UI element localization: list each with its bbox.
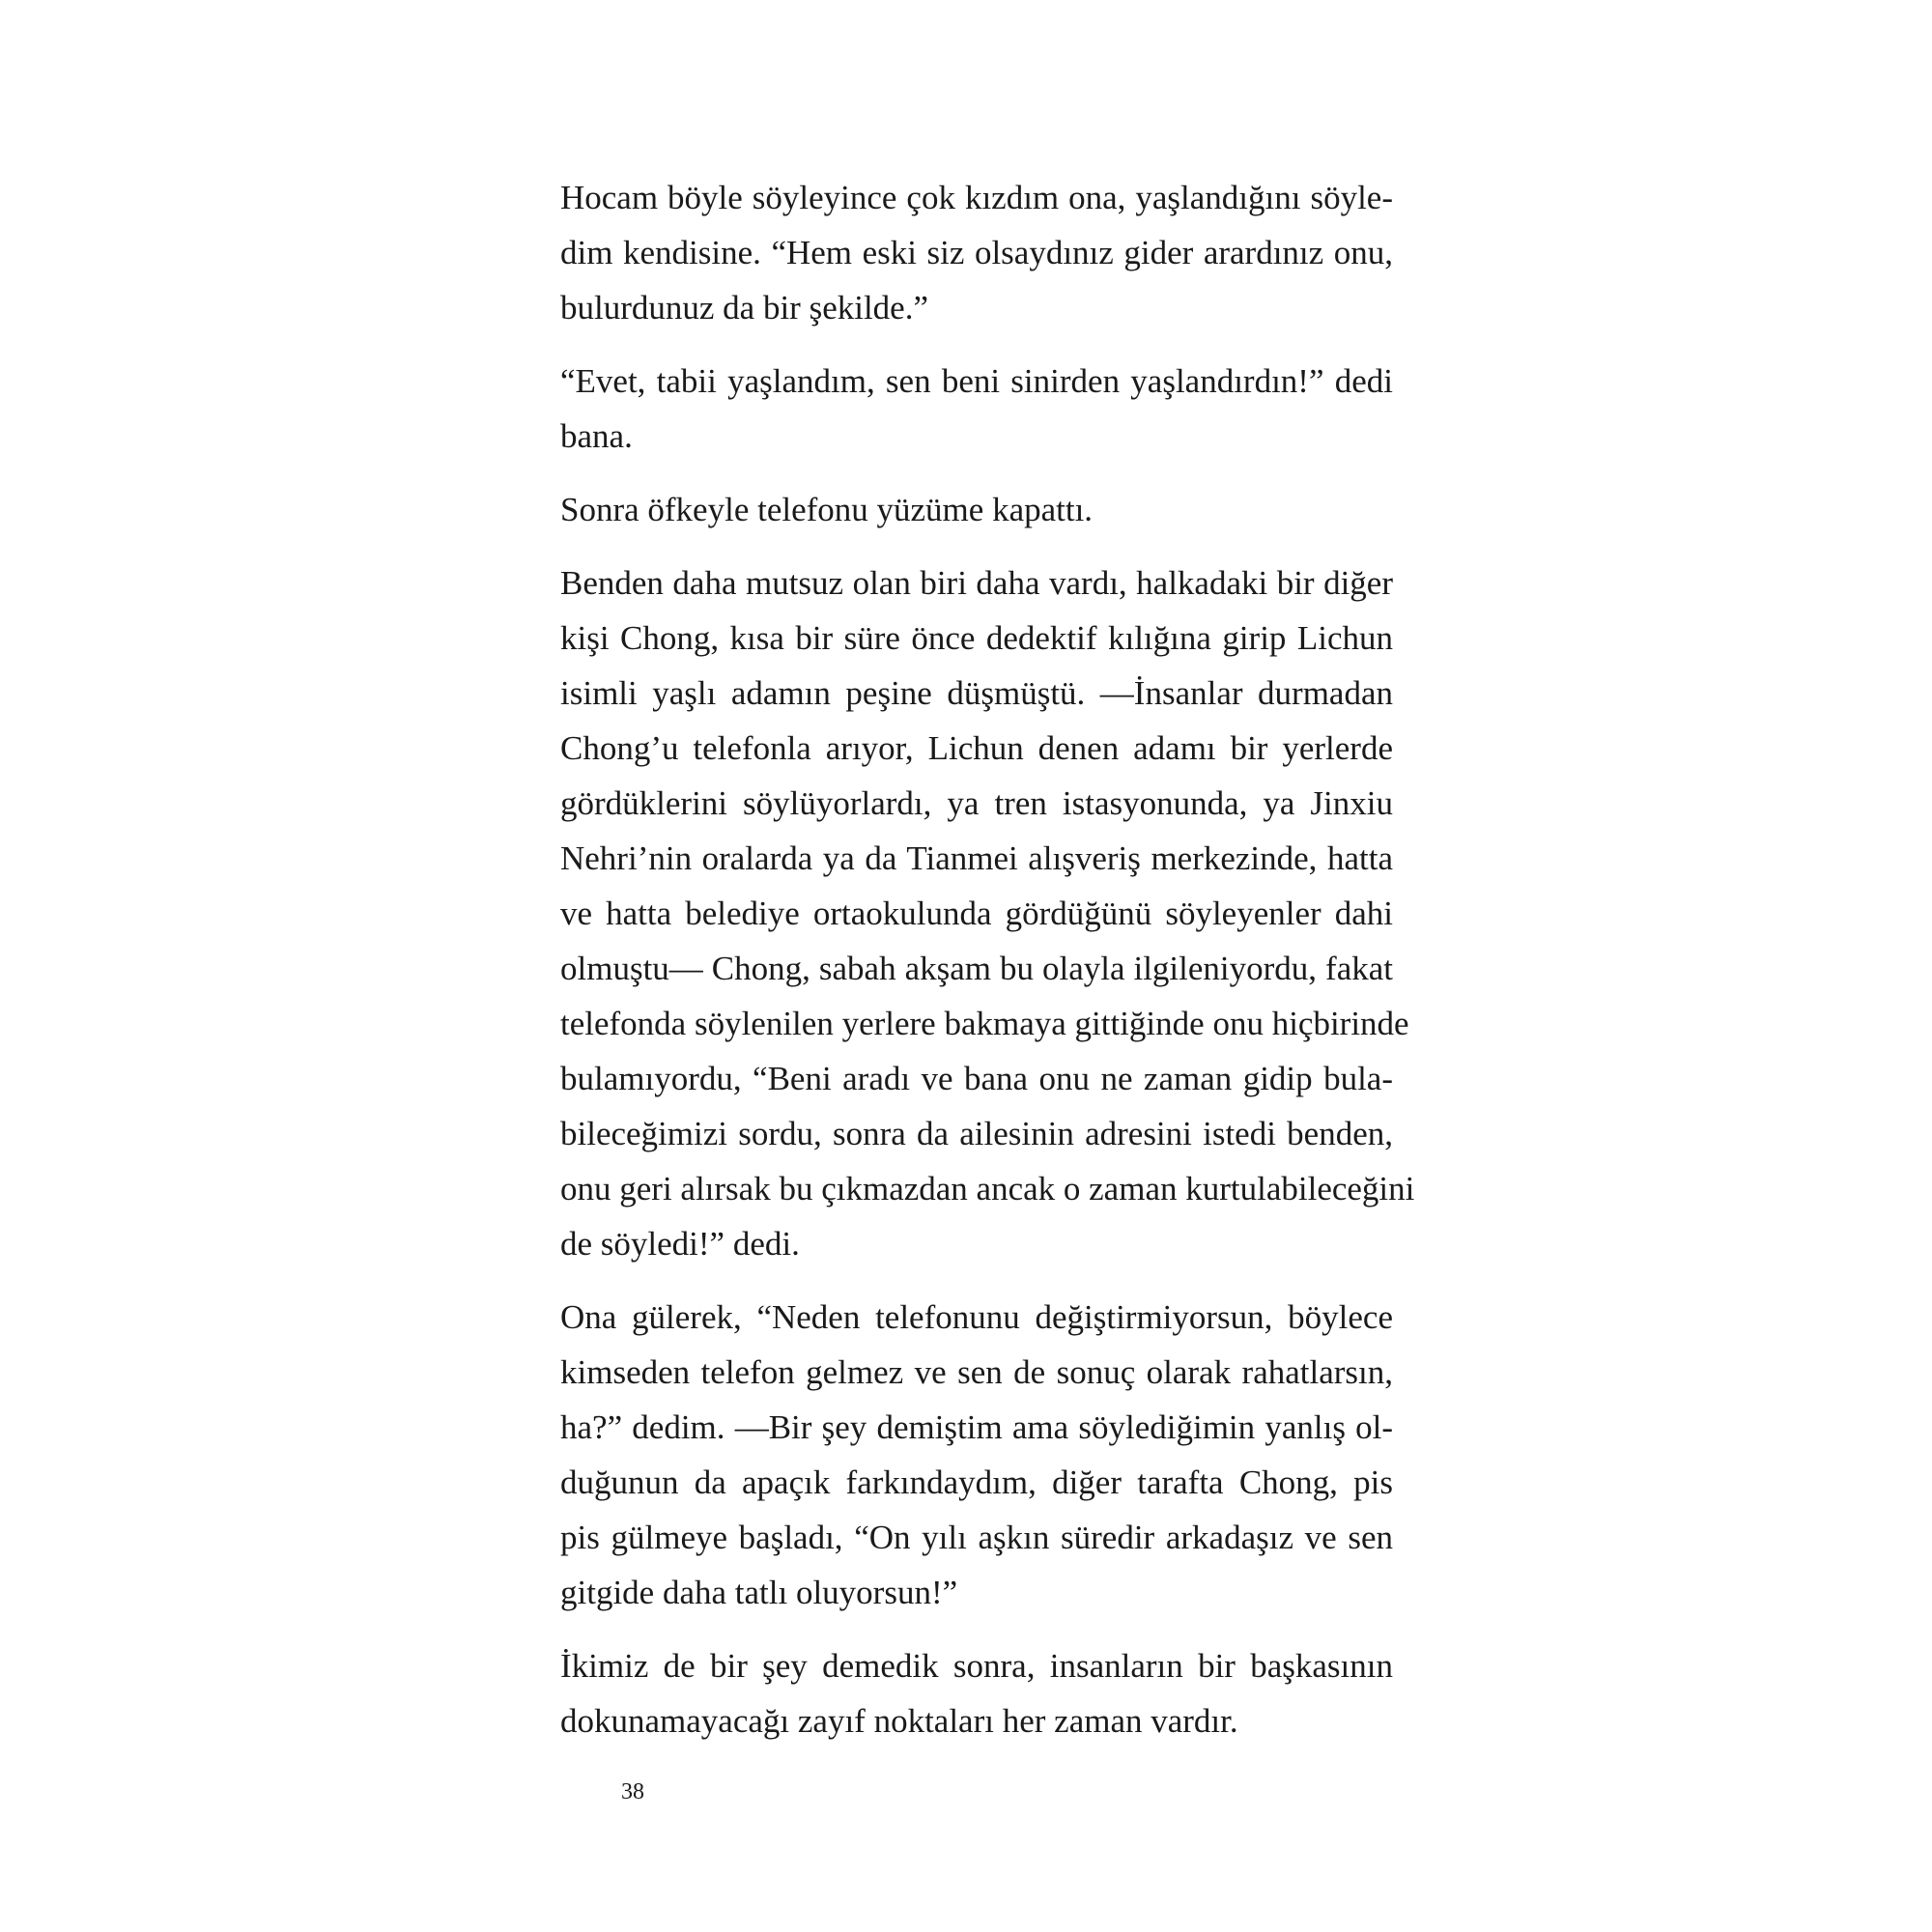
text-line: bana. [560,417,633,455]
paragraph [560,354,1393,464]
text-line: dokunamayacağı zayıf noktaları her zaman vardır. [560,1702,1238,1740]
text-line: kişi Chong, kısa bir süre önce dedektif kılığına girip Lichun [560,619,1393,657]
text-line: de söyledi!” dedi. [560,1225,800,1263]
text-line: Hocam böyle söyleyince çok kızdım ona, yaşlandığını söyle- [560,179,1393,216]
paragraph [560,555,1415,1271]
text-line: Ona gülerek, “Neden telefonunu değiştirmiyorsun, böylece [560,1298,1393,1336]
text-line: isimli yaşlı adamın peşine düşmüştü. —İnsanlar durmadan [560,674,1393,712]
text-line: İkimiz de bir şey demedik sonra, insanların bir başkasının [560,1647,1393,1685]
page-number: 38 [621,1779,644,1804]
text-line: ha?” dedim. —Bir şey demiştim ama söylediğimin yanlış ol- [560,1408,1393,1446]
text-line: gördüklerini söylüyorlardı, ya tren istasyonunda, ya Jinxiu [560,784,1393,822]
text-line: kimseden telefon gelmez ve sen de sonuç olarak rahatlarsın, [560,1353,1393,1391]
paragraph [560,482,1393,537]
text-line: Sonra öfkeyle telefonu yüzüme kapattı. [560,491,1094,528]
text-line: Chong’u telefonla arıyor, Lichun denen adamı bir yerlerde [560,729,1393,767]
paragraph [560,1290,1393,1620]
paragraph [560,1638,1393,1748]
text-line: gitgide daha tatlı oluyorsun!” [560,1574,958,1611]
text-line: onu geri alırsak bu çıkmazdan ancak o zaman kurtulabileceğini [560,1170,1415,1208]
text-line: telefonda söylenilen yerlere bakmaya gittiğinde onu hiçbirinde [560,1005,1409,1042]
text-line: pis gülmeye başladı, “On yılı aşkın süredir arkadaşız ve sen [560,1519,1393,1556]
text-line: olmuştu— Chong, sabah akşam bu olayla ilgileniyordu, fakat [560,950,1393,987]
text-line: “Evet, tabii yaşlandım, sen beni sinirden yaşlandırdın!” dedi [560,362,1393,400]
text-line: bulurdunuz da bir şekilde.” [560,289,929,327]
text-line: ve hatta belediye ortaokulunda gördüğünü söyleyenler dahi [560,895,1393,932]
text-line: Nehri’nin oralarda ya da Tianmei alışveriş merkezinde, hatta [560,839,1393,877]
paragraph [560,170,1393,335]
text-line: bileceğimizi sordu, sonra da ailesinin adresini istedi benden, [560,1115,1393,1152]
text-line: Benden daha mutsuz olan biri daha vardı, halkadaki bir diğer [560,564,1393,602]
text-line: dim kendisine. “Hem eski siz olsaydınız gider arardınız onu, [560,234,1393,271]
text-line: bulamıyordu, “Beni aradı ve bana onu ne zaman gidip bula- [560,1060,1393,1097]
body-text [560,170,1415,1767]
text-line: duğunun da apaçık farkındaydım, diğer tarafta Chong, pis [560,1463,1393,1501]
